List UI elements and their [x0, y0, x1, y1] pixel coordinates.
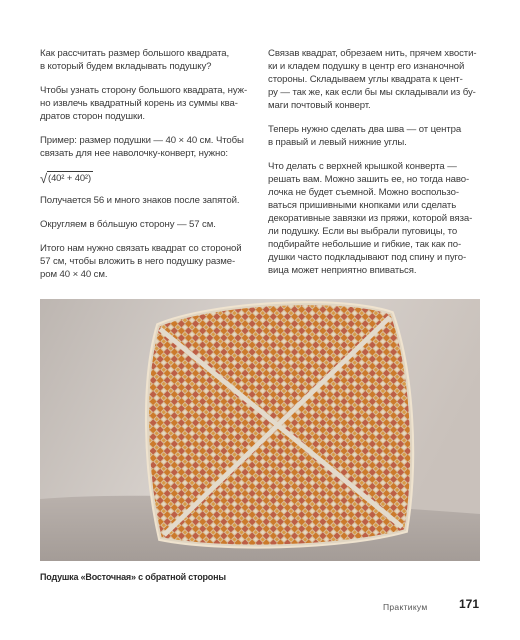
method-paragraph: Чтобы узнать сторону большого квадрата, нуж- но извлечь квадратный корень из суммы ква- дратов сторон подушки. — [40, 85, 248, 122]
left-text-column — [40, 47, 252, 292]
closure-paragraph: Что делать с верхней крышкой конверта — решать вам. Можно зашить ее, но тогда наво- лочка не будет съемной. Можно воспользо- ваться пришивными кнопками или сделать декоративные завязки из пряжи, которой вяза- ли подушку. Если вы выбрали пуговицы, то подбирайте небольшие и гибкие, так как по- душки часто подкладывают под спину и пуго- вица может неприятно впиваться. — [268, 161, 473, 276]
rounding-paragraph: Округляем в бóльшую сторону — 57 см. — [40, 219, 216, 230]
page-number: 171 — [459, 597, 480, 611]
example-paragraph: Пример: размер подушки — 40 × 40 см. Чтобы связать для нее наволочку-конверт, нужно: — [40, 135, 244, 159]
square-root-formula — [40, 171, 93, 184]
conclusion-paragraph: Итого нам нужно связать квадрат со стороной 57 см, чтобы вложить в него подушку разме- ром 40 × 40 см. — [40, 243, 242, 280]
formula-expression: (40² + 40²) — [48, 172, 91, 183]
pillow-shading — [147, 303, 412, 546]
folding-paragraph: Связав квадрат, обрезаем нить, прячем хвости- ки и кладем подушку в центр его изнаночной стороны. Складываем углы квадрата к цент- ру — так же, как если бы мы складывали из бу- маги почтовый конверт. — [268, 48, 477, 111]
pillow-illustration — [40, 299, 480, 561]
seams-paragraph: Теперь нужно сделать два шва — от центра в правый и левый нижние углы. — [268, 124, 462, 148]
question-paragraph: Как рассчитать размер большого квадрата, в который будем вкладывать подушку? — [40, 48, 230, 72]
right-text-column — [268, 47, 480, 288]
square-root-symbol: √ — [40, 171, 48, 186]
footer-section-title: Практикум — [383, 602, 428, 612]
photo-caption: Подушка «Восточная» с обратной стороны — [40, 572, 226, 582]
pillow-photo — [40, 299, 480, 561]
result-paragraph: Получается 56 и много знаков после запятой. — [40, 195, 240, 206]
